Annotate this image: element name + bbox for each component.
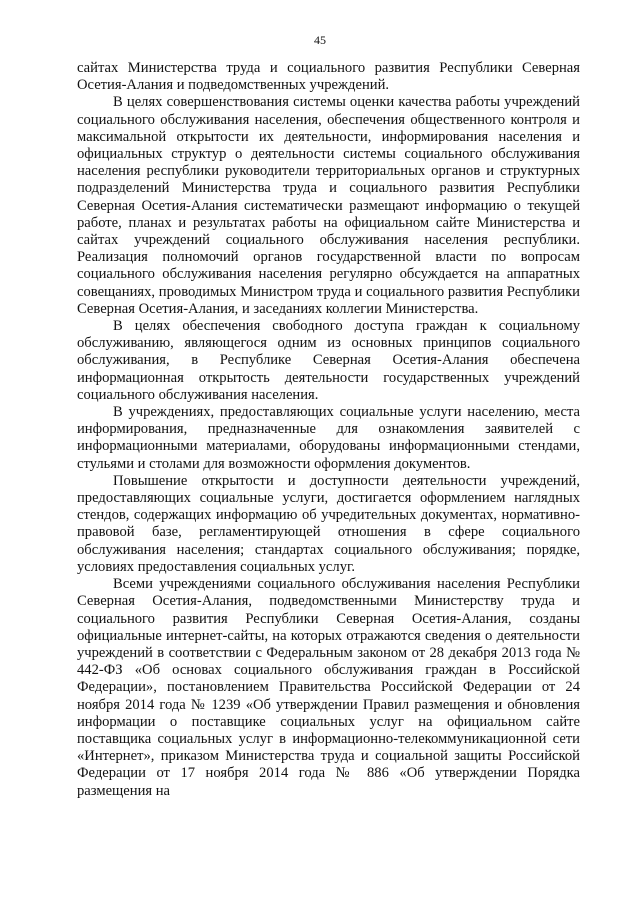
paragraph-5: Повышение открытости и доступности деятельности учреждений, предоставляющих социальные услуги, достигается оформлением наглядных стендов, содержащих информацию об учредительных документах, нормативно-правовой базе, регламентирующей отношения в сфере социального обслуживания населения; стандартах социального обслуживания; порядке, условиях предоставления социальных услуг. <box>77 472 580 575</box>
paragraph-1: сайтах Министерства труда и социального развития Республики Северная Осетия-Алания и подведомственных учреждений. <box>77 60 580 94</box>
paragraph-4: В учреждениях, предоставляющих социальные услуги населению, места информирования, предназначенные для ознакомления заявителей с информационными материалами, оборудованы информационными стендами, стульями и столами для возможности оформления документов. <box>77 404 580 472</box>
paragraph-6: Всеми учреждениями социального обслуживания населения Республики Северная Осетия-Алания, подведомственными Министерству труда и социального развития Республики Северная Осетия-Алания, созданы официальные интернет-сайты, на которых отражаются сведения о деятельности учреждений в соответствии с Федеральным законом от 28 декабря 2013 года № 442-ФЗ «Об основах социального обслуживания граждан в Российской Федерации», постановлением Правительства Российской Федерации от 24 ноября 2014 года № 1239 «Об утверждении Правил размещения и обновления информации о поставщике социальных услуг на официальном сайте поставщика социальных услуг в информационно-телекоммуникационной сети «Интернет», приказом Министерства труда и социальной защиты Российской Федерации от 17 ноября 2014 года № 886 «Об утверждении Порядка размещения на <box>77 576 580 799</box>
paragraph-3: В целях обеспечения свободного доступа граждан к социальному обслуживанию, являющегося одним из основных принципов социального обслуживания, в Республике Северная Осетия-Алания обеспечена информационная открытость деятельности государственных учреждений социального обслуживания населения. <box>77 318 580 403</box>
document-body <box>77 60 580 800</box>
page-number: 45 <box>314 33 326 47</box>
paragraph-2: В целях совершенствования системы оценки качества работы учреждений социального обслуживания населения, обеспечения общественного контроля и максимальной открытости их деятельности, информирования населения и официальных структур о деятельности системы социального обслуживания населения республики руководители территориальных органов и структурных подразделений Министерства труда и социального развития Республики Северная Осетия-Алания систематически размещают информацию о текущей работе, планах и результатах работы на официальном сайте Министерства и сайтах учреждений социального обслуживания населения республики. Реализация полномочий органов государственной власти по вопросам социального обслуживания населения регулярно обсуждается на аппаратных совещаниях, проводимых Министром труда и социального развития Республики Северная Осетия-Алания, и заседаниях коллегии Министерства. <box>77 94 580 317</box>
